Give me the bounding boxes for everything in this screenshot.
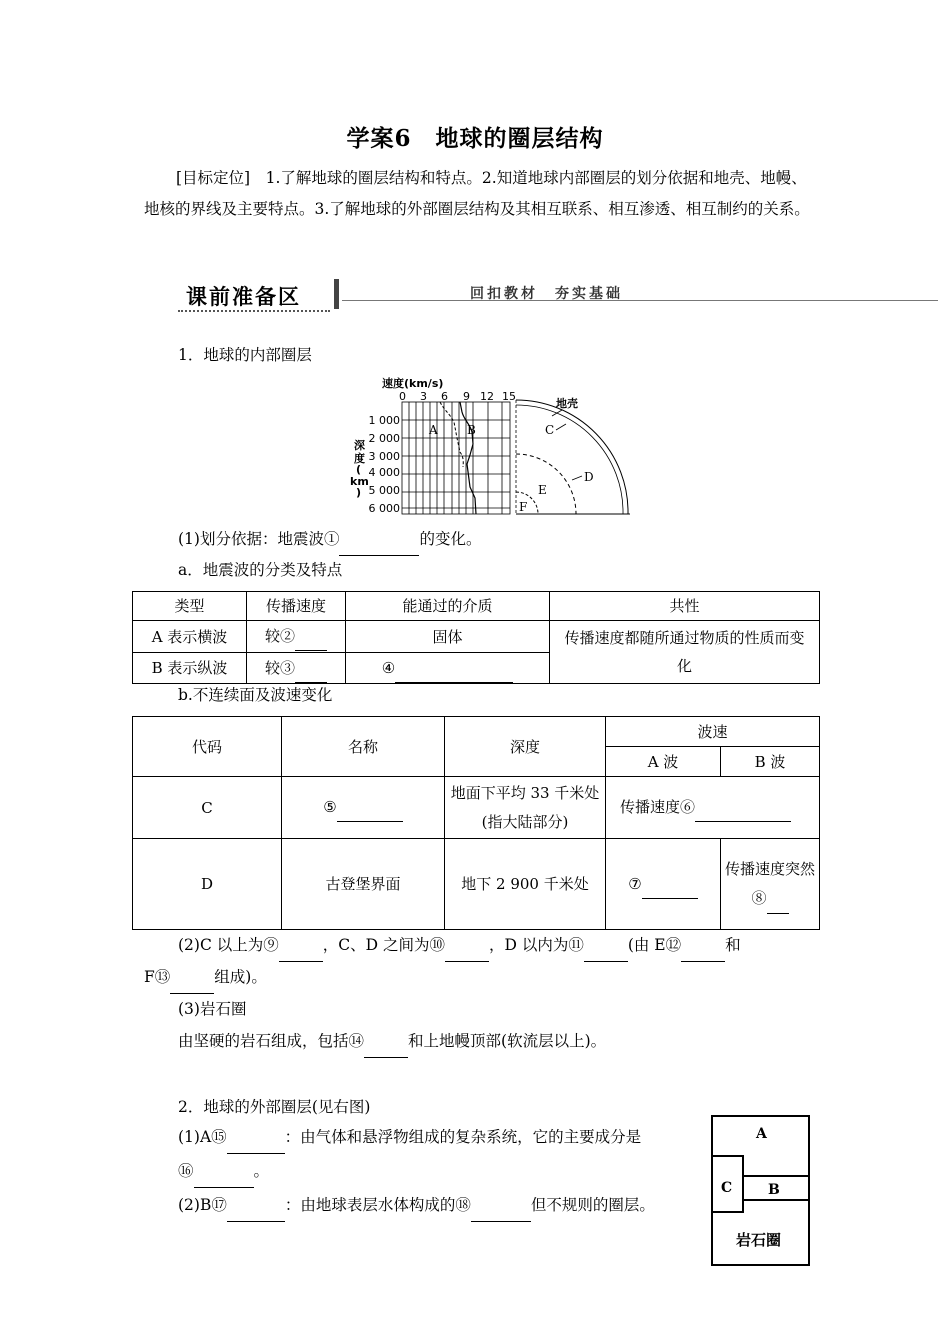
label-d: D: [584, 470, 594, 484]
s2-line3: (2)B⑰ ：由地球表层水体构成的⑱ 但不规则的圈层。: [178, 1190, 655, 1222]
blank-17[interactable]: [227, 1190, 285, 1222]
cell: 较②: [247, 621, 346, 653]
cell: ⑤: [282, 777, 445, 839]
cell: 地面下平均 33 千米处(指大陆部分): [445, 777, 606, 839]
wave-b-label: B: [467, 423, 476, 437]
depth-label: 度: [354, 452, 365, 465]
cell: D: [133, 839, 282, 930]
th-code: 代码: [133, 717, 282, 777]
depth-label: km: [350, 475, 369, 488]
depth-tick: 5 000: [368, 484, 400, 497]
depth-tick: 2 000: [368, 432, 400, 445]
speed-tick: 15: [502, 390, 516, 403]
blank-7[interactable]: [642, 870, 698, 899]
th-b-wave: B 波: [721, 747, 820, 777]
blank-5[interactable]: [337, 793, 403, 822]
th-a-wave: A 波: [606, 747, 721, 777]
cell-common: 传播速度都随所通过物质的性质而变化: [550, 621, 820, 684]
th-medium: 能通过的介质: [346, 592, 550, 621]
cell: C: [133, 777, 282, 839]
speed-tick: 12: [480, 390, 494, 403]
blank-13[interactable]: [170, 962, 214, 994]
blank-1[interactable]: [339, 524, 419, 556]
cell: 地下 2 900 千米处: [445, 839, 606, 930]
th-depth: 深度: [445, 717, 606, 777]
banner-title: 课前准备区: [186, 285, 301, 309]
blank-18[interactable]: [471, 1190, 531, 1222]
goal-paragraph: [144, 163, 812, 225]
blank-3[interactable]: [295, 654, 327, 683]
section1-heading: 1．地球的内部圈层: [178, 346, 312, 364]
cell: 传播速度⑥: [606, 777, 820, 839]
label-f: F: [519, 500, 528, 514]
blank-11[interactable]: [584, 930, 628, 962]
speed-tick: 3: [420, 390, 427, 403]
a-title: a．地震波的分类及特点: [178, 561, 343, 579]
blank-10[interactable]: [445, 930, 489, 962]
goal-text: 1.了解地球的圈层结构和特点。2.知道地球内部圈层的划分依据和地壳、地幔、地核的界线及主要特点。3.了解地球的外部圈层结构及其相互联系、相互渗透、相互制约的关系。: [144, 169, 810, 218]
banner-bar: [334, 279, 339, 309]
blank-6[interactable]: [695, 793, 791, 822]
outer-label-rock: 岩石圈: [736, 1231, 782, 1249]
depth-label: 深: [354, 439, 365, 452]
s2-line2: ⑯ 。: [178, 1156, 269, 1188]
depth-tick: 6 000: [368, 502, 400, 515]
depth-tick: 1 000: [368, 414, 400, 427]
cell: B 表示纵波: [133, 653, 247, 684]
blank-9[interactable]: [279, 930, 323, 962]
th-wavespeed: 波速: [606, 717, 820, 747]
depth-label: (: [356, 463, 362, 476]
q3-line: 由坚硬的岩石组成，包括⑭ 和上地幔顶部(软流层以上)。: [178, 1026, 606, 1058]
cell: ⑦: [606, 839, 721, 930]
speed-tick: 0: [399, 390, 406, 403]
th-speed: 传播速度: [247, 592, 346, 621]
speed-tick: 9: [463, 390, 470, 403]
b-title: b.不连续面及波速变化: [178, 686, 333, 704]
blank-14[interactable]: [364, 1026, 408, 1058]
outer-sphere-diagram: [710, 1114, 812, 1268]
speed-axis-label: 速度(km/s): [382, 377, 444, 390]
blank-12[interactable]: [681, 930, 725, 962]
speed-tick: 6: [441, 390, 448, 403]
interior-diagram: [340, 372, 640, 522]
cell: 较③: [247, 653, 346, 684]
label-c: C: [545, 423, 555, 437]
q2-line: (2)C 以上为⑨ ，C、D 之间为⑩ ，D 以内为⑪ (由 E⑫ 和: [178, 930, 741, 962]
blank-16[interactable]: [194, 1156, 254, 1188]
label-e: E: [538, 483, 547, 497]
discontinuity-table: [132, 716, 820, 930]
outer-label-b: B: [768, 1182, 780, 1198]
goal-label: [目标定位]: [176, 169, 251, 187]
outer-label-a: A: [756, 1126, 767, 1142]
q3-title: (3)岩石圈: [178, 1000, 247, 1018]
cell: 固体: [346, 621, 550, 653]
th-common: 共性: [550, 592, 820, 621]
q1-line: (1)划分依据：地震波① 的变化。: [178, 524, 481, 556]
s2-line1: (1)A⑮ ：由气体和悬浮物组成的复杂系统，它的主要成分是: [178, 1122, 641, 1154]
depth-tick: 4 000: [368, 466, 400, 479]
th-type: 类型: [133, 592, 247, 621]
th-name: 名称: [282, 717, 445, 777]
banner-rule: [342, 300, 938, 301]
cell: A 表示横波: [133, 621, 247, 653]
cell: ④: [346, 653, 550, 684]
cell: 传播速度突然⑧: [721, 839, 820, 930]
wave-table: [132, 591, 820, 684]
blank-2[interactable]: [295, 622, 327, 651]
wave-a-label: A: [429, 423, 438, 437]
grid: [402, 402, 510, 514]
section2-heading: 2．地球的外部圈层(见右图): [178, 1098, 371, 1116]
earth-quadrant: [516, 400, 628, 514]
q2-line-2: F⑬ 组成)。: [144, 962, 267, 994]
outer-label-c: C: [721, 1180, 733, 1196]
blank-8[interactable]: [767, 884, 789, 914]
blank-4[interactable]: [395, 654, 513, 683]
crust-label: 地壳: [556, 397, 578, 410]
cell: 古登堡界面: [282, 839, 445, 930]
blank-15[interactable]: [227, 1122, 285, 1154]
page-title: 学案6 地球的圈层结构: [346, 125, 604, 152]
depth-label: ): [356, 486, 362, 499]
depth-tick: 3 000: [368, 450, 400, 463]
banner-subtitle: 回扣教材 夯实基础: [470, 286, 623, 302]
